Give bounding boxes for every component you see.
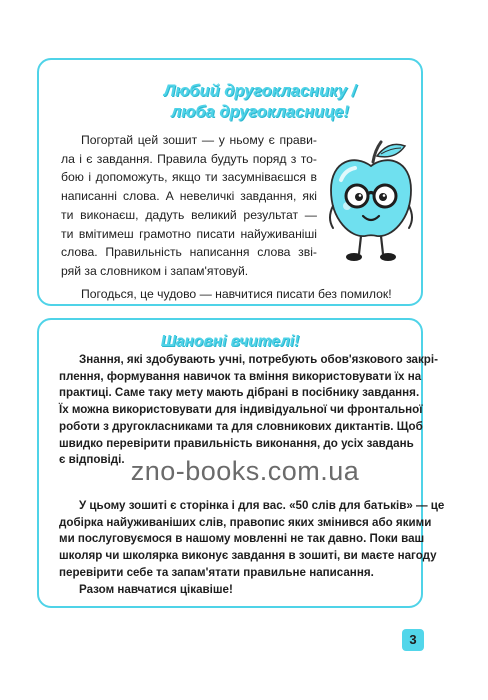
text-line: ми послуговуємося в нашому мовленні не так давно. Поки ваш xyxy=(59,532,425,546)
text-line: Знання, які здобувають учні, потребують обов'язкового закрі- xyxy=(79,353,438,366)
text-line: є відповіді. xyxy=(59,453,125,467)
text-line: плення, формування навичок та вміння використовувати їх на xyxy=(59,369,422,383)
teachers-paragraph-2 xyxy=(59,498,445,598)
text-line: ти виконаєш, дадуть великий результат — xyxy=(61,207,317,222)
text-line: ряй за словником і запам'ятовуй. xyxy=(61,263,249,278)
intro-box xyxy=(37,58,423,306)
apple-mascot-icon xyxy=(325,136,417,266)
text-line: добірка найуживаніших слів, правопис яких змінився або якими xyxy=(59,515,432,529)
text-line: швидко перевірити правильність виконання, до усіх завдань xyxy=(59,436,414,450)
text-line: практиці. Саме таку мету мають дібрані в посібнику завдання. xyxy=(59,386,420,400)
text-line: У цьому зошиті є сторінка і для вас. «50 слів для батьків» — це xyxy=(79,499,445,512)
text-line: слова. Правильність написання слова зві- xyxy=(61,245,317,260)
text-line: написанні слова. А невеличкі завдання, які xyxy=(61,189,317,204)
text-line: Погортай цей зошит — у ньому є прави- xyxy=(81,133,317,147)
text-line: бою і допоможуть, якщо ти засумніваєшся в xyxy=(61,170,317,185)
page-number: 3 xyxy=(402,629,424,651)
text-line: перевірити себе та запам'ятати правильне написання. xyxy=(59,565,374,579)
teachers-paragraph-1 xyxy=(59,352,438,469)
intro-heading-line1: Любий другокласнику / xyxy=(163,82,357,100)
text-line: ти вмітимеш грамотно писати найуживаніші xyxy=(61,226,317,241)
intro-paragraph xyxy=(61,131,317,281)
text-line: Їх можна використовувати для індивідуальної чи фронтальної xyxy=(59,403,423,417)
text-line: роботи з другокласниками та для словникових диктантів. Щоб xyxy=(59,419,423,433)
watermark: zno-books.com.ua xyxy=(130,456,360,486)
text-line: школяр чи школярка виконує завдання в зошиті, ви маєте нагоду xyxy=(59,549,437,563)
text-line: ла і є завдання. Правила будуть поряд з то- xyxy=(61,151,317,166)
intro-heading-line2: люба другокласнице! xyxy=(171,103,349,121)
intro-closing: Погодься, це чудово — навчитися писати без помилок! xyxy=(81,287,392,301)
teachers-closing: Разом навчатися цікавіше! xyxy=(79,582,233,596)
teachers-heading: Шановні вчителі! xyxy=(160,333,300,350)
